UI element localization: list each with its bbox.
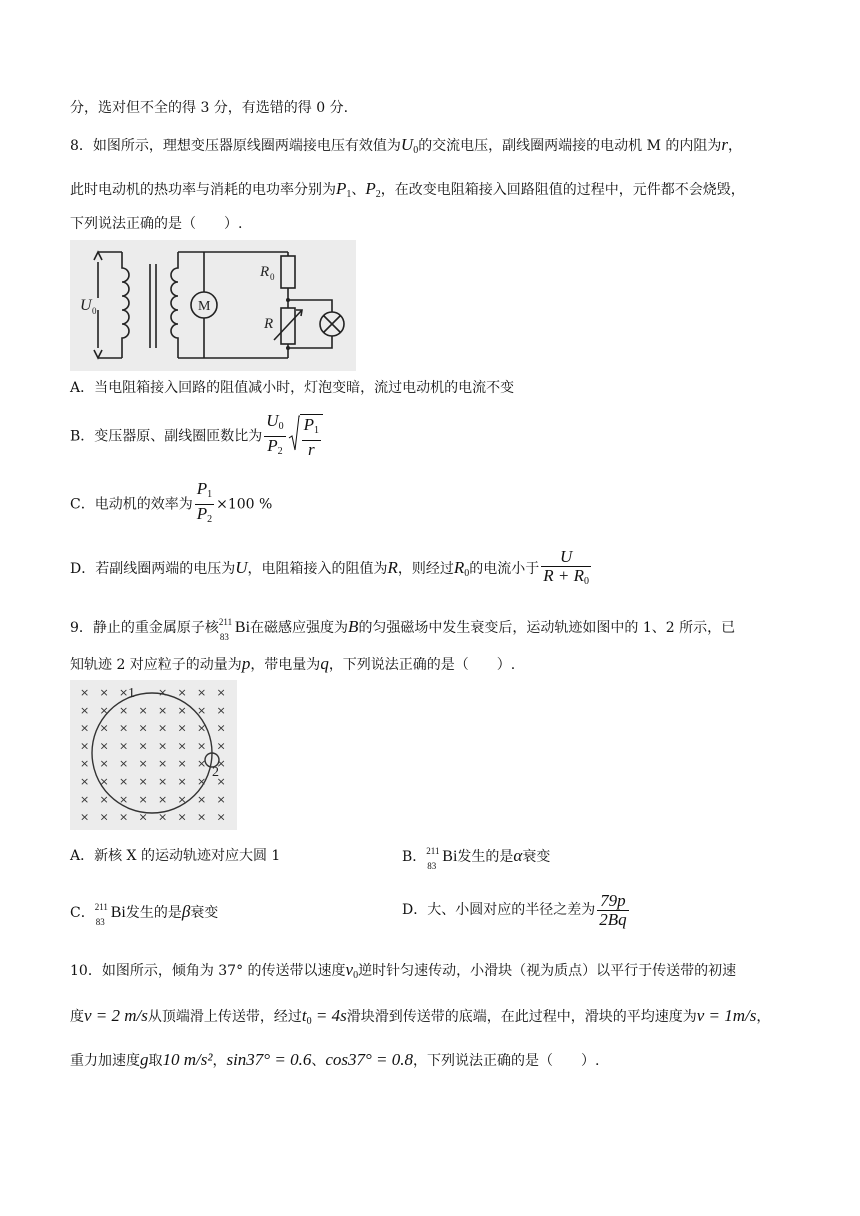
field-cross: × bbox=[119, 703, 129, 717]
field-cross: × bbox=[119, 757, 129, 771]
q9-option-b: B． 211 83 Bi发生的是α衰变 bbox=[402, 846, 551, 871]
field-cross: × bbox=[177, 757, 187, 771]
field-cross: × bbox=[158, 775, 168, 788]
symbol-p2: $P_2$ bbox=[365, 179, 381, 200]
symbol-r: r bbox=[721, 135, 729, 154]
q8-option-a: A．当电阻箱接入回路的阻值减小时，灯泡变暗，流过电动机的电流不变 bbox=[70, 380, 515, 396]
field-cross: × bbox=[119, 739, 129, 753]
symbol-u0: $U_0$ bbox=[400, 135, 419, 156]
field-cross: × bbox=[80, 775, 90, 788]
q8-text: 的交流电压，副线圈两端接的电动机 M 的内阻为 bbox=[418, 138, 722, 154]
q8-line-3: 下列说法正确的是（ ）. bbox=[70, 216, 243, 232]
circuit-svg bbox=[70, 240, 356, 371]
field-cross: × bbox=[119, 775, 129, 788]
field-cross: × bbox=[197, 792, 207, 806]
field-cross: × bbox=[216, 703, 226, 717]
nuclide-bi: 211 83 Bi bbox=[218, 617, 251, 642]
label-motor: M bbox=[198, 299, 211, 314]
q10-line-3: 重力加速度g取10 m/s²，sin37° = 0.6、cos37° = 0.8，下列说法正确的是（ ）. bbox=[70, 1050, 600, 1069]
field-cross: × bbox=[80, 721, 90, 735]
q8-option-d: D．若副线圈两端的电压为U，电阻箱接入的阻值为R，则经过$R_0$的电流小于 $\frac{U}{R + R_0}$ bbox=[70, 546, 590, 587]
field-cross: × bbox=[197, 703, 207, 717]
q10-line-2: 度v = 2 m/s从顶端滑上传送带，经过$t_0 = 4s$滑块滑到传送带的底端，在此过程中，滑块的平均速度为v = 1m/s， bbox=[70, 1006, 771, 1027]
field-cross: × bbox=[138, 775, 148, 788]
field-cross: × bbox=[158, 703, 168, 717]
label-u0: U bbox=[80, 297, 92, 314]
q8-line-1: 8．如图所示，理想变压器原线圈两端接电压有效值为$U_0$的交流电压，副线圈两端接的电动机 M 的内阻为r， bbox=[70, 135, 743, 156]
field-cross: × bbox=[80, 686, 90, 699]
field-cross: × bbox=[119, 810, 129, 824]
q9-line-2: 知轨迹 2 对应粒子的动量为p，带电量为q，下列说法正确的是（ ）. bbox=[70, 654, 516, 673]
label-track-1: 1 bbox=[128, 686, 135, 701]
field-cross: × bbox=[158, 721, 168, 735]
q9-option-c: C． 211 83 Bi发生的是β衰变 bbox=[70, 902, 219, 927]
svg-text:0: 0 bbox=[92, 306, 97, 316]
field-cross: × bbox=[99, 775, 109, 788]
field-cross: × bbox=[138, 703, 148, 717]
field-cross: × bbox=[197, 757, 207, 771]
q10-line-1: 10．如图所示，倾角为 37° 的传送带以速度$v_0$逆时针匀速传动，小滑块（视为质点）以平行于传送带的初速 bbox=[70, 960, 737, 981]
field-cross: × bbox=[197, 686, 207, 699]
field-cross: × bbox=[197, 739, 207, 753]
magnetic-field-diagram bbox=[70, 680, 237, 830]
q8-option-b: B．变压器原、副线圈匝数比为 $\frac{U_0}{P_2}$ $\frac{P_1}{r}$ bbox=[70, 412, 323, 461]
field-cross: × bbox=[99, 810, 109, 824]
q8-option-c: C．电动机的效率为 $\frac{P_1}{P_2}$ ×100 % bbox=[70, 479, 273, 525]
q9-option-d: D．大、小圆对应的半径之差为 $\frac{79p}{2Bq}$ bbox=[402, 890, 627, 929]
field-cross: × bbox=[177, 721, 187, 735]
field-cross: × bbox=[80, 703, 90, 717]
field-cross: × bbox=[216, 739, 226, 753]
q8-line-2: 此时电动机的热功率与消耗的电功率分别为$P_1$、$P_2$，在改变电阻箱接入回路阻值的过程中，元件都不会烧毁， bbox=[70, 179, 745, 200]
field-cross: × bbox=[177, 686, 187, 699]
sqrt-expression: $\frac{P_1}{r}$ bbox=[288, 414, 323, 460]
label-track-2: 2 bbox=[212, 765, 219, 780]
field-cross: × bbox=[119, 686, 129, 699]
q9-line-1: 9．静止的重金属原子核 211 83 Bi在磁感应强度为B的匀强磁场中发生衰变后，运动轨迹如图中的 1、2 所示，已 bbox=[70, 617, 736, 642]
field-cross: × bbox=[138, 721, 148, 735]
field-cross: × bbox=[216, 686, 226, 699]
field-cross: × bbox=[80, 757, 90, 771]
field-cross: × bbox=[197, 721, 207, 735]
field-cross: × bbox=[216, 721, 226, 735]
field-cross: × bbox=[177, 703, 187, 717]
field-svg bbox=[70, 680, 237, 830]
field-cross: × bbox=[158, 686, 168, 699]
field-cross: × bbox=[216, 757, 226, 771]
field-cross: × bbox=[177, 810, 187, 824]
field-cross: × bbox=[138, 810, 148, 824]
field-cross: × bbox=[119, 792, 129, 806]
label-r0: R bbox=[260, 264, 270, 280]
field-cross: × bbox=[177, 739, 187, 753]
field-cross: × bbox=[138, 739, 148, 753]
field-cross: × bbox=[158, 757, 168, 771]
field-cross: × bbox=[138, 792, 148, 806]
field-cross: × bbox=[99, 792, 109, 806]
field-cross: × bbox=[158, 810, 168, 824]
trajectory-1 bbox=[92, 693, 212, 813]
field-cross: × bbox=[177, 792, 187, 806]
field-cross: × bbox=[99, 739, 109, 753]
field-cross: × bbox=[99, 703, 109, 717]
field-cross: × bbox=[138, 757, 148, 771]
field-cross: × bbox=[158, 739, 168, 753]
field-cross: × bbox=[158, 792, 168, 806]
q9-option-a: A．新核 X 的运动轨迹对应大圆 1 bbox=[70, 848, 281, 864]
symbol-p1: $P_1$ bbox=[336, 179, 352, 200]
field-cross: × bbox=[216, 775, 226, 788]
continuation-text: 分，选对但不全的得 3 分，有选错的得 0 分. bbox=[70, 100, 349, 116]
field-cross: × bbox=[119, 721, 129, 735]
field-cross: × bbox=[216, 810, 226, 824]
field-cross: × bbox=[177, 775, 187, 788]
field-cross: × bbox=[216, 792, 226, 806]
field-cross: × bbox=[197, 775, 207, 788]
circuit-diagram bbox=[70, 240, 356, 371]
field-cross: × bbox=[99, 686, 109, 699]
field-cross: × bbox=[99, 757, 109, 771]
label-r: R bbox=[264, 316, 274, 332]
field-cross: × bbox=[80, 739, 90, 753]
field-cross: × bbox=[99, 721, 109, 735]
field-cross: × bbox=[80, 810, 90, 824]
q8-text: 8．如图所示，理想变压器原线圈两端接电压有效值为 bbox=[70, 138, 401, 154]
svg-text:0: 0 bbox=[270, 272, 275, 282]
field-cross: × bbox=[197, 810, 207, 824]
field-cross: × bbox=[80, 792, 90, 806]
